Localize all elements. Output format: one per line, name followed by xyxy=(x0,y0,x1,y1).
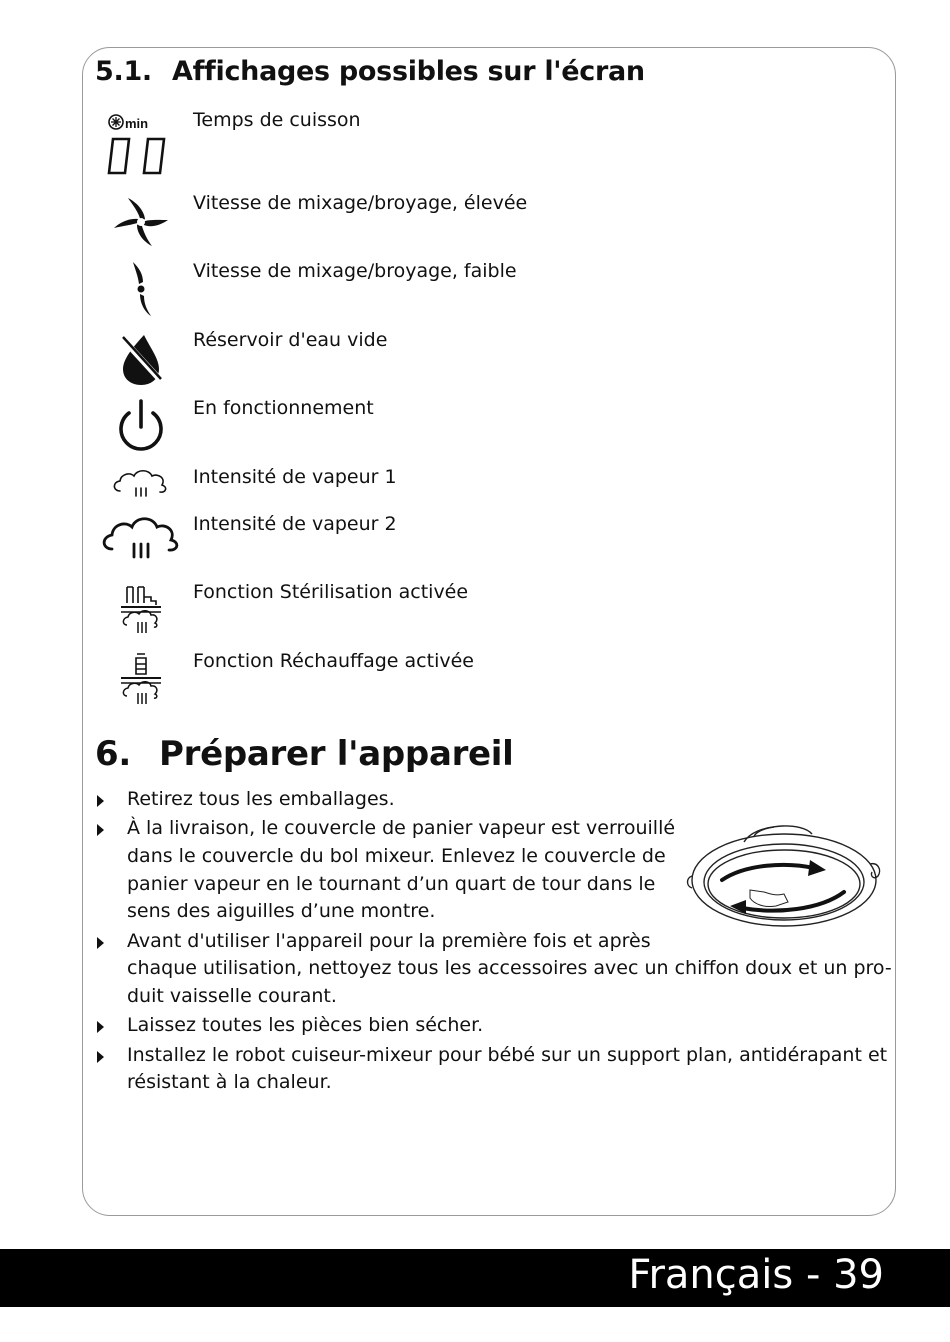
display-label: En fonctionnement xyxy=(193,397,374,419)
section-6-title: Préparer l'appareil xyxy=(159,734,514,774)
bullet-line: sens des aiguilles d’une montre. xyxy=(127,900,436,923)
bullet-line: dans le couvercle du bol mixeur. Enlevez le couvercle de xyxy=(127,844,666,867)
steamer-lid-rotation-illustration xyxy=(684,818,884,934)
bullet-arrow-icon xyxy=(97,824,104,836)
section-5-1-number: 5.1. xyxy=(95,56,152,87)
bullet-arrow-icon xyxy=(97,795,104,807)
bullet-line: Avant d'utiliser l'appareil pour la première fois et après xyxy=(127,929,651,952)
section-6-heading xyxy=(95,734,514,774)
bullet-line: Retirez tous les emballages. xyxy=(127,788,395,810)
display-label: Réservoir d'eau vide xyxy=(193,329,388,351)
bullet-line: résistant à la chaleur. xyxy=(127,1071,332,1094)
section-6-number: 6. xyxy=(95,734,131,774)
bullet-arrow-icon xyxy=(97,1021,104,1033)
steam-intensity-2-icon xyxy=(96,513,186,563)
bullet-arrow-icon xyxy=(97,1051,104,1063)
section-5-1-title: Affichages possibles sur l'écran xyxy=(172,56,645,87)
timer-unit-text: min xyxy=(125,116,149,131)
bullet-line: chaque utilisation, nettoyez tous les accessoires avec un chiffon doux et un pro- xyxy=(127,957,892,980)
power-icon xyxy=(96,397,186,455)
bullet-line: panier vapeur en le tournant d’un quart de tour dans le xyxy=(127,872,656,895)
list-item xyxy=(95,1012,885,1040)
display-label: Intensité de vapeur 1 xyxy=(193,466,397,488)
list-item xyxy=(95,1042,888,1097)
water-tank-empty-icon xyxy=(96,329,186,389)
bullet-line: À la livraison, le couvercle de panier vapeur est verrouillé xyxy=(127,817,676,840)
display-label: Intensité de vapeur 2 xyxy=(193,513,397,535)
blade-high-speed-icon xyxy=(96,192,186,252)
bullet-arrow-icon xyxy=(97,937,104,949)
sterilization-icon xyxy=(96,581,186,637)
display-label: Temps de cuisson xyxy=(193,109,361,131)
display-label: Fonction Stérilisation activée xyxy=(193,581,469,603)
blade-low-speed-icon xyxy=(96,260,186,318)
bullet-line: Installez le robot cuiseur-mixeur pour bébé sur un support plan, antidérapant et xyxy=(127,1043,888,1066)
page-number-label: Français - 39 xyxy=(628,1252,884,1298)
section-5-1-heading xyxy=(95,56,645,87)
display-label: Vitesse de mixage/broyage, faible xyxy=(193,260,517,282)
display-label: Fonction Réchauffage activée xyxy=(193,650,474,672)
bullet-line: Laissez toutes les pièces bien sécher. xyxy=(127,1014,484,1037)
steam-intensity-1-icon xyxy=(96,466,186,500)
list-item xyxy=(95,786,885,814)
display-label: Vitesse de mixage/broyage, élevée xyxy=(193,192,528,214)
bullet-line: duit vaisselle courant. xyxy=(127,984,337,1007)
reheat-icon xyxy=(96,650,186,706)
page-footer-bar xyxy=(0,1249,950,1307)
cooking-time-display-icon xyxy=(96,109,186,181)
list-item xyxy=(95,928,892,1011)
